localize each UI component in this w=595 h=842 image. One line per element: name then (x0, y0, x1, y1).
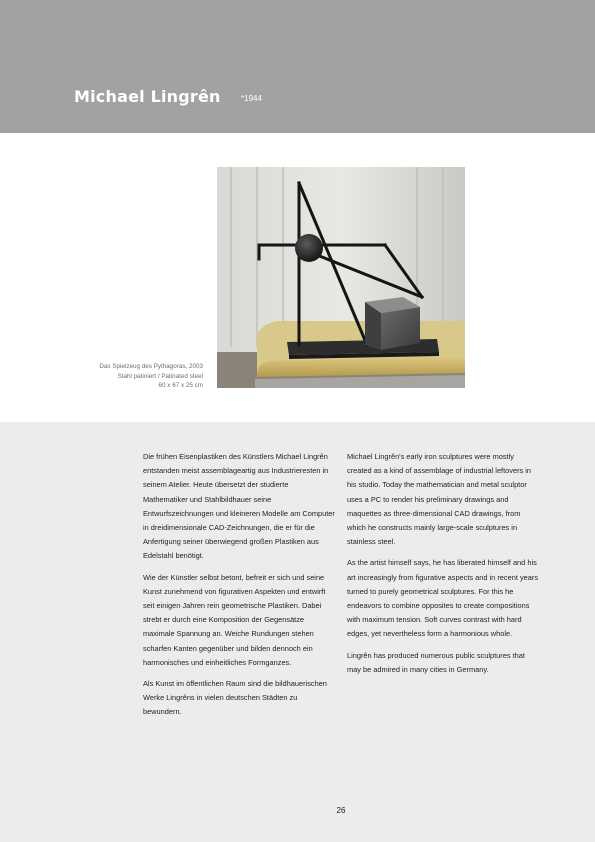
sculpture-photo (217, 167, 465, 388)
paragraph: Die frühen Eisenplastiken des Künstlers Michael Lingrên entstanden meist assemblageartig aus Industrieresten in seinem Atelier. Heute übersetzt der studierte Mathematiker und Stahlbildhauer seine Entwurfszeichnungen und kleineren Modelle am Computer in dreidimensionale CAD-Zeichnungen, die er für die Anfertigung seiner überwiegend großen Plastiken aus Edelstahl benötigt. (143, 452, 335, 561)
artist-birth-year: *1944 (241, 94, 262, 103)
paragraph: As the artist himself says, he has liberated himself and his art increasingly from figurative aspects and in recent years turned to purely geometrical sculptures. For this he endeavors to combine opposites to create compositions with maximum tension. Soft curves contrast with hard edges, yet nevertheless form a harmonious whole. (347, 558, 539, 639)
header-band (0, 0, 595, 133)
artist-name: Michael Lingrên (74, 87, 221, 106)
caption-dimensions: 60 x 67 x 25 cm (158, 382, 203, 389)
paragraph: Wie der Künstler selbst betont, befreit er sich und seine Kunst zunehmend von figurativen Aspekten und entwirft seit einigen Jahren rein geometrische Plastiken. Dabei strebt er durch eine Komposition der Gegensätze maximale Spannung an. Weiche Rundungen stehen scharfen Kanten gegenüber und bilden dennoch ein harmonisches und einheitliches Formganzes. (143, 572, 326, 667)
photo-caption (60, 362, 203, 391)
german-text-column (143, 450, 335, 727)
paragraph: Als Kunst im öffentlichen Raum sind die bildhauerischen Werke Lingrêns in vielen deutschen Städten zu bewundern. (143, 679, 327, 717)
caption-material: Stahl patiniert / Patinated steel (117, 372, 203, 380)
paragraph: Michael Lingrên's early iron sculptures were mostly created as a kind of assemblage of industrial leftovers in his studio. Today the mathematician and metal sculptor uses a PC to render his preliminary drawings and maquettes as three-dimensional CAD drawings, from which he constructs mainly large-scale sculptures in stainless steel. (347, 452, 532, 547)
page-number: 26 (336, 806, 346, 815)
paragraph: Lingrên has produced numerous public sculptures that may be admired in many cities in Germany. (347, 650, 525, 674)
caption-title: Das Spielzeug des Pythagoras, 2003 (99, 363, 203, 370)
english-text-column (347, 450, 539, 684)
